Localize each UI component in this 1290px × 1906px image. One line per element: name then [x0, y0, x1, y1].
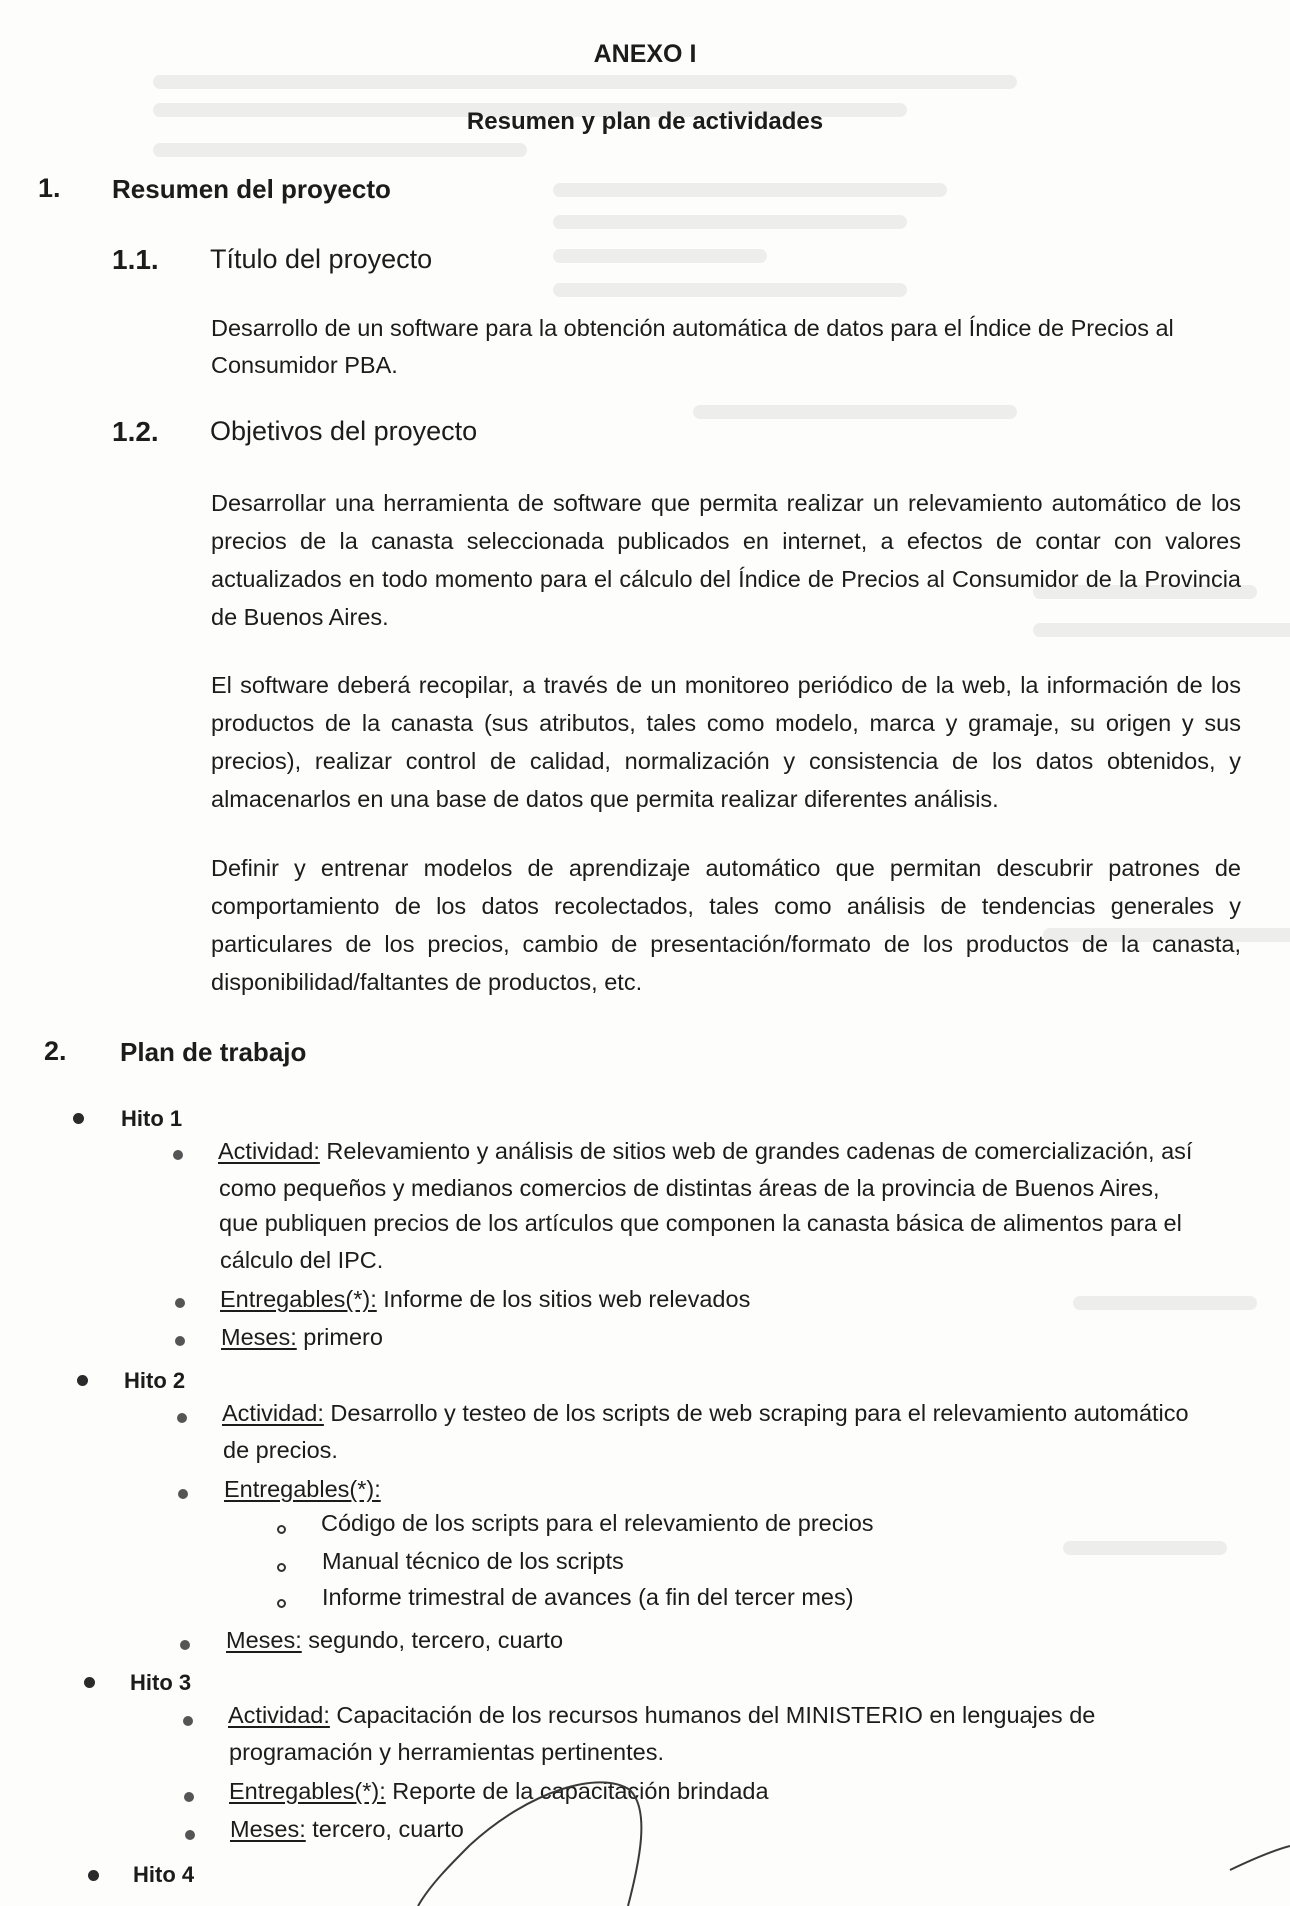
hito-4-label: Hito 4 — [133, 1862, 195, 1887]
entregables-label: Entregables(*): — [224, 1476, 381, 1502]
section-1-1-number: 1.1. — [112, 244, 159, 275]
actividad-label: Actividad: — [222, 1400, 324, 1426]
section-1-2-number: 1.2. — [112, 416, 159, 447]
objectives-paragraph-1: Desarrollar una herramienta de software que permita realizar un relevamiento automático de los precios de la canasta seleccionada publicados en internet, a efectos de contar con valores actualizados en todo momento para el cálculo del Índice de Precios al Consumidor de la Provincia de Buenos Aires. — [211, 490, 1241, 630]
hito-1-actividad-line-4: cálculo del IPC. — [220, 1247, 384, 1273]
meses-text: tercero, cuarto — [305, 1816, 464, 1842]
actividad-label: Actividad: — [228, 1702, 330, 1728]
actividad-text: Desarrollo y testeo de los scripts de web scraping para el relevamiento automático — [323, 1400, 1189, 1426]
objectives-paragraph-2: El software deberá recopilar, a través de un monitoreo periódico de la web, la información de los productos de la canasta (sus atributos, tales como modelo, marca y gramaje, su origen y sus precios), realizar control de calidad, normalización y consistencia de los datos obtenidos, y almacenarlos en una base de datos que permita realizar diferentes análisis. — [211, 672, 1241, 812]
document-subtitle: Resumen y plan de actividades — [466, 108, 824, 135]
section-2-title: Plan de trabajo — [120, 1037, 307, 1067]
hito-2-actividad-line-2: de precios. — [223, 1437, 338, 1463]
section-1-number: 1. — [38, 173, 61, 203]
meses-text: primero — [296, 1324, 383, 1350]
hito-1-label: Hito 1 — [121, 1106, 183, 1131]
hito-2-sub-item-2: Manual técnico de los scripts — [322, 1548, 624, 1574]
entregables-text: Informe de los sitios web relevados — [376, 1286, 751, 1312]
meses-label: Meses: — [226, 1627, 302, 1653]
hito-3-label: Hito 3 — [130, 1670, 192, 1695]
project-title-line-2: Consumidor PBA. — [211, 352, 398, 378]
section-1-title: Resumen del proyecto — [112, 174, 391, 204]
actividad-text: Relevamiento y análisis de sitios web de grandes cadenas de comercialización, así — [319, 1138, 1193, 1164]
entregables-label: Entregables(*): — [220, 1286, 377, 1312]
actividad-text: Capacitación de los recursos humanos del MINISTERIO en lenguajes de — [329, 1702, 1096, 1728]
entregables-label: Entregables(*): — [229, 1778, 386, 1804]
hito-2-sub-item-1: Código de los scripts para el relevamiento de precios — [321, 1510, 874, 1536]
section-2-number: 2. — [44, 1036, 67, 1066]
meses-label: Meses: — [230, 1816, 306, 1842]
entregables-text: Reporte de la capacitación brindada — [385, 1778, 769, 1804]
project-title-line-1: Desarrollo de un software para la obtención automática de datos para el Índice de Precios al — [211, 315, 1174, 341]
objectives-paragraph-3: Definir y entrenar modelos de aprendizaje automático que permitan descubrir patrones de comportamiento de los datos recolectados, tales como análisis de tendencias generales y particulares de los precios, cambio de presentación/formato de los productos de la canasta, disponibilidad/faltantes de productos, etc. — [211, 855, 1241, 995]
annex-title: ANEXO I — [593, 40, 697, 68]
section-1-1-title: Título del proyecto — [210, 244, 433, 274]
hito-2-sub-item-3: Informe trimestral de avances (a fin del tercer mes) — [322, 1584, 854, 1610]
section-1-2-title: Objetivos del proyecto — [210, 416, 478, 446]
hito-1-actividad-line-3: que publiquen precios de los artículos que componen la canasta básica de alimentos para el — [219, 1210, 1182, 1236]
hito-3-actividad-line-2: programación y herramientas pertinentes. — [229, 1739, 664, 1765]
hito-1-actividad-line-2: como pequeños y medianos comercios de distintas áreas de la provincia de Buenos Aires, — [219, 1175, 1160, 1201]
hito-2-label: Hito 2 — [124, 1368, 186, 1393]
meses-text: segundo, tercero, cuarto — [301, 1627, 564, 1653]
meses-label: Meses: — [221, 1324, 297, 1350]
actividad-label: Actividad: — [218, 1138, 320, 1164]
